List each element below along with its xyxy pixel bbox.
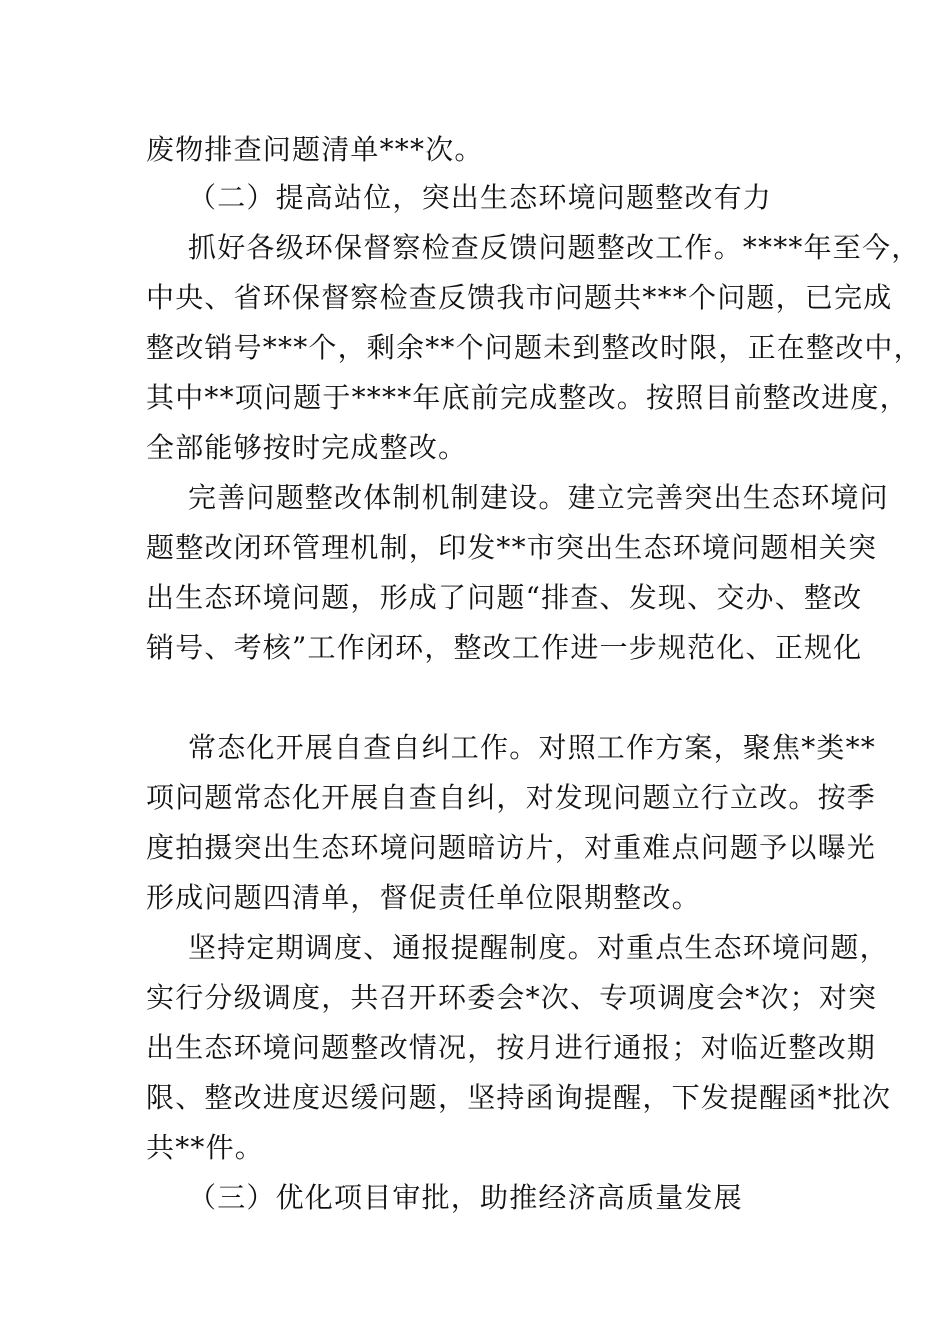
paragraph-line: 销号、考核”工作闭环，整改工作进一步规范化、正规化	[146, 631, 863, 664]
section-heading-3: （三）优化项目审批，助推经济高质量发展	[188, 1181, 743, 1214]
paragraph-line: 其中**项问题于****年底前完成整改。按照目前整改进度，	[146, 381, 909, 414]
paragraph-line: 限、整改进度迟缓问题，坚持函询提醒，下发提醒函*批次	[146, 1081, 892, 1114]
paragraph-line: 常态化开展自查自纠工作。对照工作方案，聚焦*类**	[188, 731, 877, 764]
paragraph-line: 完善问题整改体制机制建设。建立完善突出生态环境问	[188, 481, 889, 514]
paragraph-line: 中央、省环保督察检查反馈我市问题共***个问题，已完成	[146, 281, 893, 314]
paragraph-line: 共**件。	[146, 1131, 265, 1164]
paragraph-line: 整改销号***个，剩余**个问题未到整改时限，正在整改中，	[146, 331, 923, 364]
paragraph-line: 形成问题四清单，督促责任单位限期整改。	[146, 881, 701, 914]
paragraph-line: 坚持定期调度、通报提醒制度。对重点生态环境问题，	[188, 931, 889, 964]
paragraph-line: 出生态环境问题，形成了问题“排查、发现、交办、整改	[146, 581, 863, 614]
paragraph-line: 全部能够按时完成整改。	[146, 431, 468, 464]
paragraph-line: 抓好各级环保督察检查反馈问题整改工作。****年至今，	[188, 231, 921, 264]
paragraph-line: 题整改闭环管理机制，印发**市突出生态环境问题相关突	[146, 531, 878, 564]
paragraph-line: 度拍摄突出生态环境问题暗访片，对重难点问题予以曝光	[146, 831, 877, 864]
section-heading-2: （二）提高站位，突出生态环境问题整改有力	[188, 181, 773, 214]
paragraph-line: 实行分级调度，共召开环委会*次、专项调度会*次；对突	[146, 981, 878, 1014]
paragraph-line: 废物排查问题清单***次。	[146, 133, 484, 166]
paragraph-line: 出生态环境问题整改情况，按月进行通报；对临近整改期	[146, 1031, 877, 1064]
paragraph-line: 项问题常态化开展自查自纠，对发现问题立行立改。按季	[146, 781, 877, 814]
